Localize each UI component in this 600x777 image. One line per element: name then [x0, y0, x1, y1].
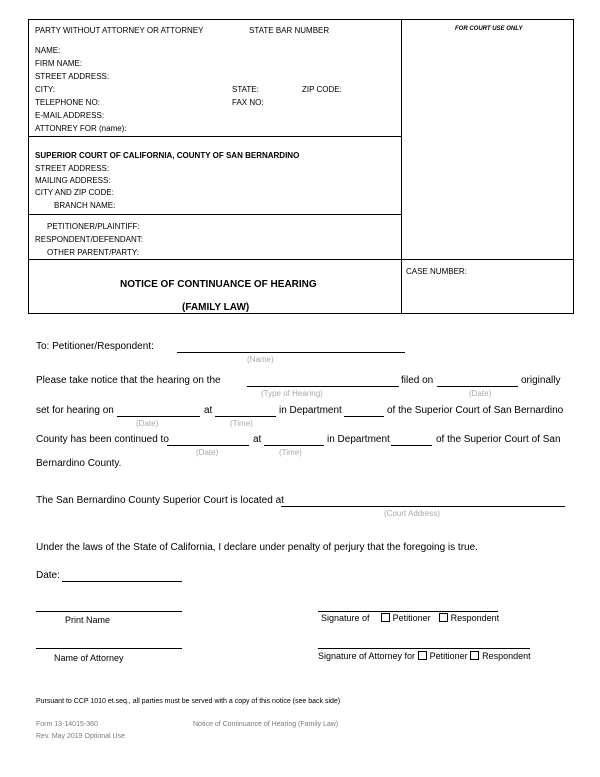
attorney-name-label: Name of Attorney [54, 653, 124, 663]
street-label: STREET ADDRESS: [35, 72, 110, 81]
located-text: The San Bernardino County Superior Court is located at [36, 495, 284, 506]
para1-text-c: originally [521, 375, 561, 386]
service-note: Pursuant to CCP 1010 et.seq., all parties must be served with a copy of this notice (see back side) [36, 698, 341, 705]
orig-dept-blank[interactable] [344, 416, 384, 417]
email-label: E-MAIL ADDRESS: [35, 111, 105, 120]
fax-label: FAX NO: [232, 98, 264, 107]
name-blank[interactable] [177, 352, 405, 353]
new-date-hint: (Date) [196, 448, 219, 457]
attorney-signature-text: Signature of Attorney for [318, 651, 416, 661]
para2-text-d: of the Superior Court of San Bernardino [387, 405, 564, 416]
declaration-text: Under the laws of the State of California, I declare under penalty of perjury that the foregoing is true. [36, 542, 478, 553]
new-date-blank[interactable] [167, 445, 249, 446]
name-hint: (Name) [247, 355, 274, 364]
attorney-respondent-checkbox[interactable] [470, 651, 479, 660]
filed-date-hint: (Date) [469, 389, 492, 398]
caption-divider-party [28, 136, 401, 137]
orig-date-hint: (Date) [136, 419, 159, 428]
new-time-hint: (Time) [279, 448, 302, 457]
print-name-line[interactable] [36, 611, 182, 612]
para1-text-a: Please take notice that the hearing on the [36, 375, 221, 386]
form-number: Form 13-14015-360 [36, 721, 98, 728]
city-label: CITY: [35, 85, 56, 94]
hearing-type-hint: (Type of Hearing) [261, 389, 323, 398]
caption-divider-court [28, 214, 401, 215]
caption-divider-parties [28, 259, 574, 260]
respondent-checkbox[interactable] [439, 613, 448, 622]
court-city-zip-label: CITY AND ZIP CODE: [35, 188, 114, 197]
other-party-label: OTHER PARENT/PARTY: [47, 248, 140, 257]
para3-text-c: in Department [327, 434, 390, 445]
to-label: To: Petitioner/Respondent: [36, 341, 154, 352]
new-time-blank[interactable] [264, 445, 324, 446]
para2-text-a: set for hearing on [36, 405, 114, 416]
respondent-label: RESPONDENT/DEFENDANT: [35, 235, 144, 244]
form-subtitle: (FAMILY LAW) [182, 302, 250, 313]
form-revision: Rev. May 2019 Optional Use [36, 733, 125, 740]
attorney-petitioner-label: Petitioner [429, 651, 468, 661]
attorney-signature-label [318, 651, 531, 661]
attorney-petitioner-checkbox[interactable] [418, 651, 427, 660]
case-number-label: CASE NUMBER: [406, 267, 467, 276]
para3-text-e: Bernardino County. [36, 458, 122, 469]
signature-line[interactable] [318, 611, 498, 612]
court-use-label: FOR COURT USE ONLY [455, 26, 523, 32]
para1-text-b: filed on [401, 375, 434, 386]
caption-divider-vertical [401, 19, 402, 314]
respondent-option-label: Respondent [450, 613, 500, 623]
footer-title: Notice of Continuance of Hearing (Family Law) [193, 721, 339, 728]
para3-text-b: at [253, 434, 262, 445]
firm-label: FIRM NAME: [35, 59, 83, 68]
party-title: PARTY WITHOUT ATTORNEY OR ATTORNEY [35, 26, 204, 35]
court-mailing-label: MAILING ADDRESS: [35, 176, 111, 185]
new-dept-blank[interactable] [391, 445, 432, 446]
print-name-label: Print Name [65, 615, 111, 625]
court-title: SUPERIOR COURT OF CALIFORNIA, COUNTY OF SAN BERNARDINO [35, 151, 300, 160]
phone-label: TELEPHONE NO: [35, 98, 100, 107]
attorney-signature-line[interactable] [318, 648, 530, 649]
date-label: Date: [36, 570, 60, 581]
bar-number-label: STATE BAR NUMBER [249, 26, 330, 35]
form-title: NOTICE OF CONTINUANCE OF HEARING [120, 279, 317, 290]
orig-time-blank[interactable] [215, 416, 276, 417]
attorney-name-line[interactable] [36, 648, 182, 649]
attorney-for-label: ATTONREY FOR (name): [35, 124, 127, 133]
orig-date-blank[interactable] [117, 416, 200, 417]
hearing-type-blank[interactable] [247, 386, 399, 387]
petitioner-option-label: Petitioner [392, 613, 431, 623]
para2-text-c: in Department [279, 405, 342, 416]
signature-of-label [321, 613, 499, 623]
court-branch-label: BRANCH NAME: [54, 201, 116, 210]
court-street-label: STREET ADDRESS: [35, 164, 110, 173]
state-label: STATE: [232, 85, 259, 94]
para3-text-d: of the Superior Court of San [436, 434, 561, 445]
signature-of-text: Signature of [321, 613, 370, 623]
caption-box [28, 19, 574, 314]
court-address-hint: (Court Address) [384, 509, 441, 518]
para2-text-b: at [204, 405, 213, 416]
filed-date-blank[interactable] [437, 386, 518, 387]
date-blank[interactable] [62, 581, 182, 582]
para3-text-a: County has been continued to [36, 434, 169, 445]
name-label: NAME: [35, 46, 61, 55]
attorney-respondent-label: Respondent [482, 651, 531, 661]
petitioner-checkbox[interactable] [381, 613, 390, 622]
court-address-blank[interactable] [281, 506, 565, 507]
orig-time-hint: (Time) [230, 419, 253, 428]
petitioner-label: PETITIONER/PLAINTIFF: [47, 222, 140, 231]
zip-label: ZIP CODE: [302, 85, 342, 94]
